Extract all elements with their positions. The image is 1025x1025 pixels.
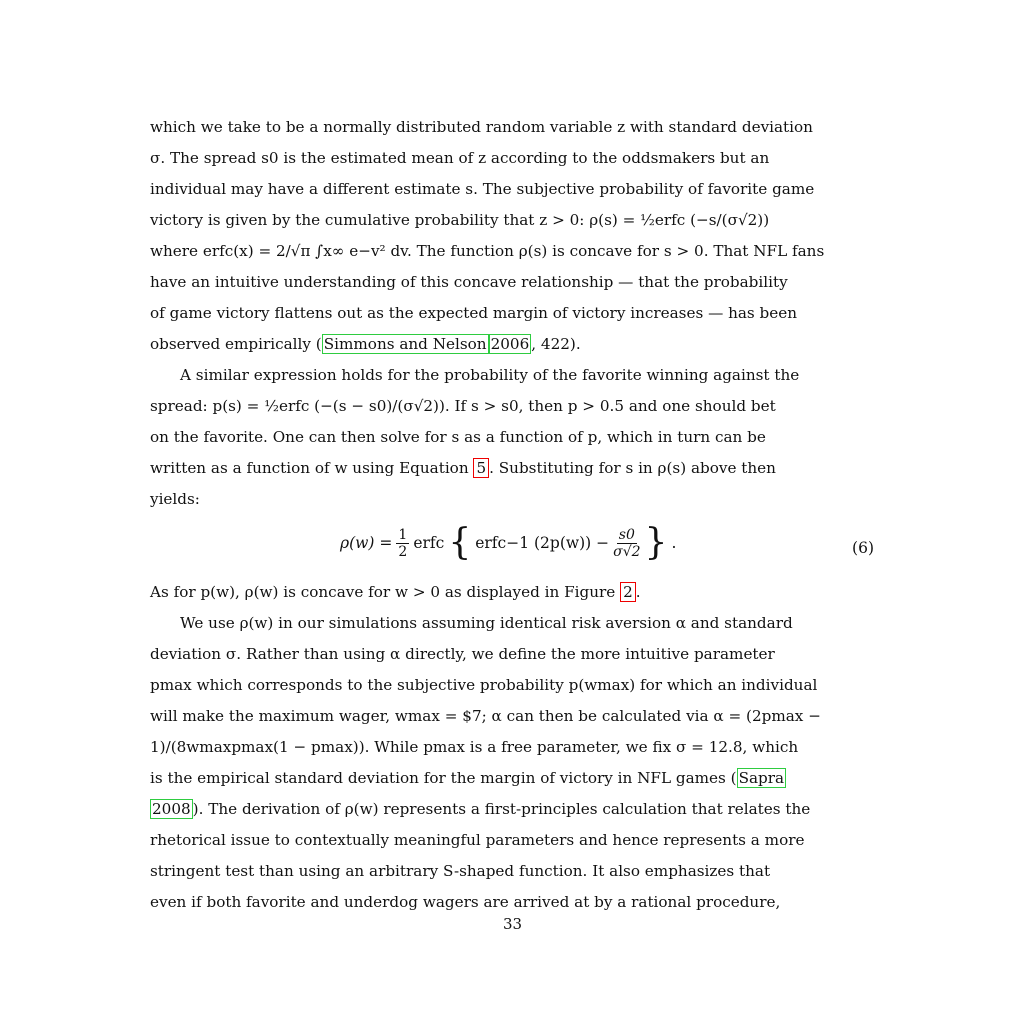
fraction-numerator: 1 <box>398 526 408 543</box>
text-line: will make the maximum wager, wmax = $7; α can then be calculated via α = (2pmax − <box>150 707 821 725</box>
text-line: individual may have a different estimate s. The subjective probability of favorite game <box>150 180 815 198</box>
equation-period: . <box>671 534 677 552</box>
paragraph-1 <box>150 112 874 360</box>
text-line <box>150 453 874 484</box>
equation-number: (6) <box>852 539 874 557</box>
text-fragment: , 422). <box>531 335 581 353</box>
text-fragment: observed empirically ( <box>150 335 322 353</box>
text-line: σ. The spread s0 is the estimated mean of z according to the oddsmakers but an <box>150 149 770 167</box>
text-line: rhetorical issue to contextually meaningful parameters and hence represents a more <box>150 831 805 849</box>
paragraph-3 <box>150 577 874 608</box>
text-line <box>150 329 874 360</box>
text-line: pmax which corresponds to the subjective probability p(wmax) for which an individual <box>150 676 818 694</box>
text-line: on the favorite. One can then solve for s as a function of p, which in turn can be <box>150 428 766 446</box>
fraction-numerator: s0 <box>618 526 635 543</box>
text-line: 1)/(8wmaxpmax(1 − pmax)). While pmax is a free parameter, we fix σ = 12.8, which <box>150 738 799 756</box>
text-line: which we take to be a normally distributed random variable z with standard deviation <box>150 118 813 136</box>
text-line: where erfc(x) = 2/√π ∫x∞ e−v² dv. The function ρ(s) is concave for s > 0. That NFL fans <box>150 242 825 260</box>
erfc-label: erfc <box>413 534 445 552</box>
left-brace: { <box>448 522 472 563</box>
text-line: A similar expression holds for the probability of the favorite winning against the <box>180 366 800 384</box>
text-line: victory is given by the cumulative probability that z > 0: ρ(s) = ½erfc (−s/(σ√2)) <box>150 211 770 229</box>
paragraph-2 <box>150 360 874 515</box>
text-line: stringent test than using an arbitrary S-shaped function. It also emphasizes that <box>150 862 771 880</box>
page-number: 33 <box>502 915 523 933</box>
text-line: of game victory flattens out as the expected margin of victory increases — has been <box>150 304 798 322</box>
text-fragment: . <box>635 583 641 601</box>
equation-body <box>340 522 677 563</box>
text-line: spread: p(s) = ½erfc (−(s − s0)/(σ√2)). If s > s0, then p > 0.5 and one should bet <box>150 397 776 415</box>
text-line: have an intuitive understanding of this concave relationship — that the probability <box>150 273 788 291</box>
citation-year-link[interactable]: 2008 <box>152 800 191 818</box>
s0-fraction <box>613 527 640 560</box>
paper-body <box>150 112 874 918</box>
fraction-denominator: 2 <box>398 543 408 560</box>
right-brace: } <box>644 522 668 563</box>
text-fragment: written as a function of w using Equation <box>150 459 474 477</box>
paragraph-4 <box>150 608 874 918</box>
text-line: We use ρ(w) in our simulations assuming identical risk aversion α and standard <box>180 614 793 632</box>
equation-lhs: ρ(w) = <box>340 534 393 552</box>
equation-inner: erfc−1 (2p(w)) − <box>475 534 610 552</box>
fraction-denominator: σ√2 <box>613 543 641 560</box>
text-line <box>150 763 874 794</box>
text-fragment: . Substituting for s in ρ(s) above then <box>489 459 776 477</box>
citation-link[interactable]: Sapra <box>738 769 785 787</box>
citation-link[interactable]: Simmons and Nelson <box>323 335 487 353</box>
text-fragment: ). The derivation of ρ(w) represents a first-principles calculation that relates the <box>192 800 811 818</box>
equation-ref-link[interactable]: 5 <box>473 458 489 478</box>
citation-year-link[interactable]: 2006 <box>490 335 530 353</box>
text-line: deviation σ. Rather than using α directly, we define the more intuitive parameter <box>150 645 775 663</box>
text-line <box>150 794 874 825</box>
text-line: yields: <box>150 490 200 508</box>
text-fragment: is the empirical standard deviation for the margin of victory in NFL games ( <box>150 769 737 787</box>
figure-ref-link[interactable]: 2 <box>620 582 636 602</box>
half-fraction <box>396 527 409 560</box>
text-fragment: As for p(w), ρ(w) is concave for w > 0 as displayed in Figure <box>150 583 621 601</box>
text-line: even if both favorite and underdog wagers are arrived at by a rational procedure, <box>150 893 781 911</box>
equation-6 <box>150 515 874 577</box>
